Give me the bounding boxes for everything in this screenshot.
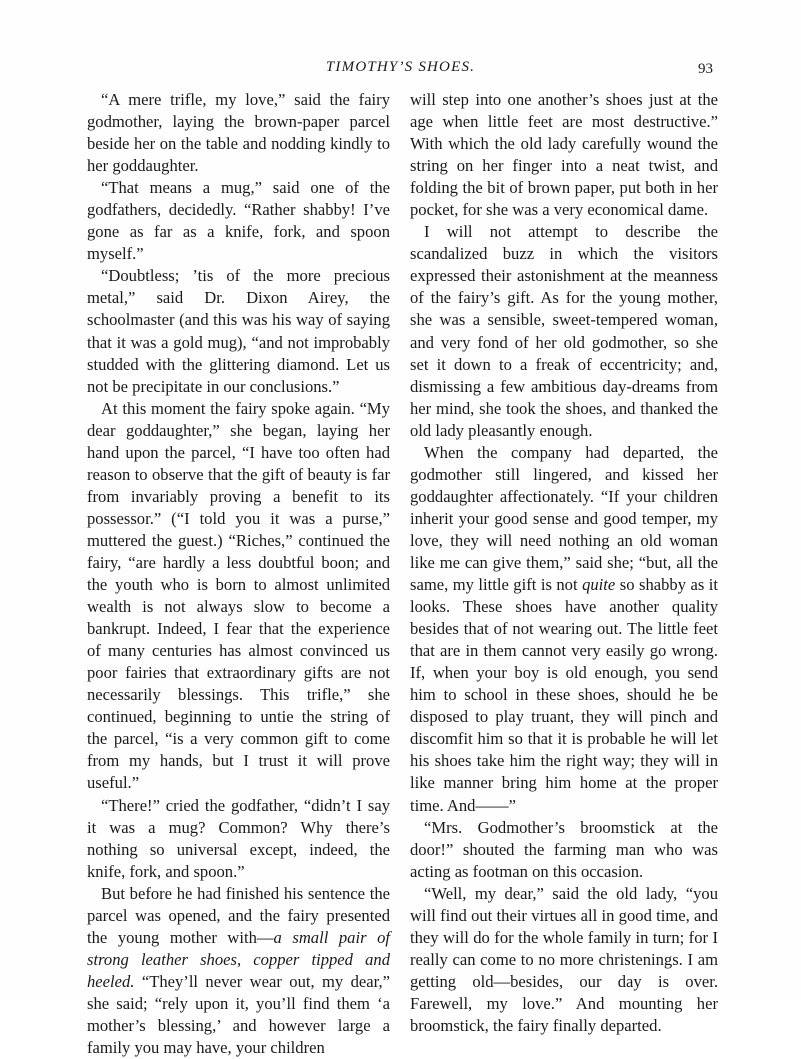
paragraph	[410, 442, 718, 817]
page-number: 93	[698, 61, 713, 77]
paragraph: “That means a mug,” said one of the godfathers, decidedly. “Rather shabby! I’ve gone as far as a knife, fork, and spoon myself.”	[87, 178, 390, 264]
text-run: When the company had departed, the godmother still lingered, and kissed her goddaughter affectionately. “If your children inherit your good sense and good temper, my love, they will need nothing an old woman like me can give them,” said she; “but, all the same, my little gift is not	[410, 442, 718, 595]
paragraph: “Mrs. Godmother’s broomstick at the door!” shouted the farming man who was acting as footman on this occasion.	[410, 817, 718, 881]
paragraph: “Doubtless; ’tis of the more precious metal,” said Dr. Dixon Airey, the schoolmaster (and this was his way of saying that it was a gold mug), “and not improbably studded with the glittering diamond. Let us not be precipitate in our conclusions.”	[87, 266, 390, 396]
text-run: But before he had finished his sentence the parcel was opened, and the fairy presented the young mother with—	[87, 883, 390, 947]
italic-text: a small pair of strong leather shoes, copper tipped and heeled.	[87, 927, 390, 991]
text-run: “They’ll never wear out, my dear,” she said; “rely upon it, you’ll find them ‘a mother’s blessing,’ and however large a family you may have, your children	[87, 971, 390, 1058]
right-column	[410, 89, 718, 1037]
paragraph: “Well, my dear,” said the old lady, “you will find out their virtues all in good time, and they will do for the whole family in turn; for I really can come to no more christenings. I am getting old—besides, our day is over. Farewell, my love.” And mounting her broomstick, the fairy finally departed.	[410, 883, 718, 1035]
paragraph: At this moment the fairy spoke again. “My dear goddaughter,” she began, laying her hand upon the parcel, “I have too often had reason to observe that the gift of beauty is far from invariably proving a benefit to its possessor.” (“I told you it was a purse,” muttered the guest.) “Riches,” continued the fairy, “are hardly a less doubtful boon; and the youth who is born to almost unlimited wealth is not always slow to become a bankrupt. Indeed, I fear that the experience of many centuries has almost convinced us poor fairies that extraordinary gifts are not necessarily blessings. This trifle,” she continued, beginning to untie the string of the parcel, “is a very common gift to come from my hands, but I trust it will prove useful.”	[87, 398, 390, 793]
paragraph: “There!” cried the godfather, “didn’t I say it was a mug? Common? Why there’s nothing so universal except, indeed, the knife, fork, and spoon.”	[87, 795, 390, 881]
paragraph	[87, 883, 390, 1059]
running-head	[0, 57, 801, 83]
text-run: so shabby as it looks. These shoes have another quality besides that of not wearing out. The little feet that are in them cannot very easily go wrong. If, when your boy is old enough, you send him to school in these shoes, should he be disposed to play truant, they will pinch and discomfit him so that it is probable he will let his shoes take him the right way; they will in like manner bring him home at the proper time. And——”	[410, 575, 718, 815]
italic-text: quite	[582, 575, 616, 595]
paragraph: I will not attempt to describe the scandalized buzz in which the visitors expressed their astonishment at the meanness of the fairy’s gift. As for the young mother, she was a sensible, sweet-tempered woman, and very fond of her old godmother, so she set it down to a freak of eccentricity; and, dismissing a few ambitious day-dreams from her mind, she took the shoes, and thanked the old lady pleasantly enough.	[410, 222, 718, 440]
running-title: TIMOTHY’S SHOES.	[325, 59, 476, 75]
left-column	[87, 89, 390, 1059]
paragraph: “A mere trifle, my love,” said the fairy godmother, laying the brown-paper parcel beside her on the table and nodding kindly to her goddaughter.	[87, 90, 390, 176]
paragraph-continuation: will step into one another’s shoes just at the age when little feet are most destructive.” With which the old lady carefully wound the string on her finger into a neat twist, and folding the bit of brown paper, put both in her pocket, for she was a very economical dame.	[410, 90, 718, 220]
